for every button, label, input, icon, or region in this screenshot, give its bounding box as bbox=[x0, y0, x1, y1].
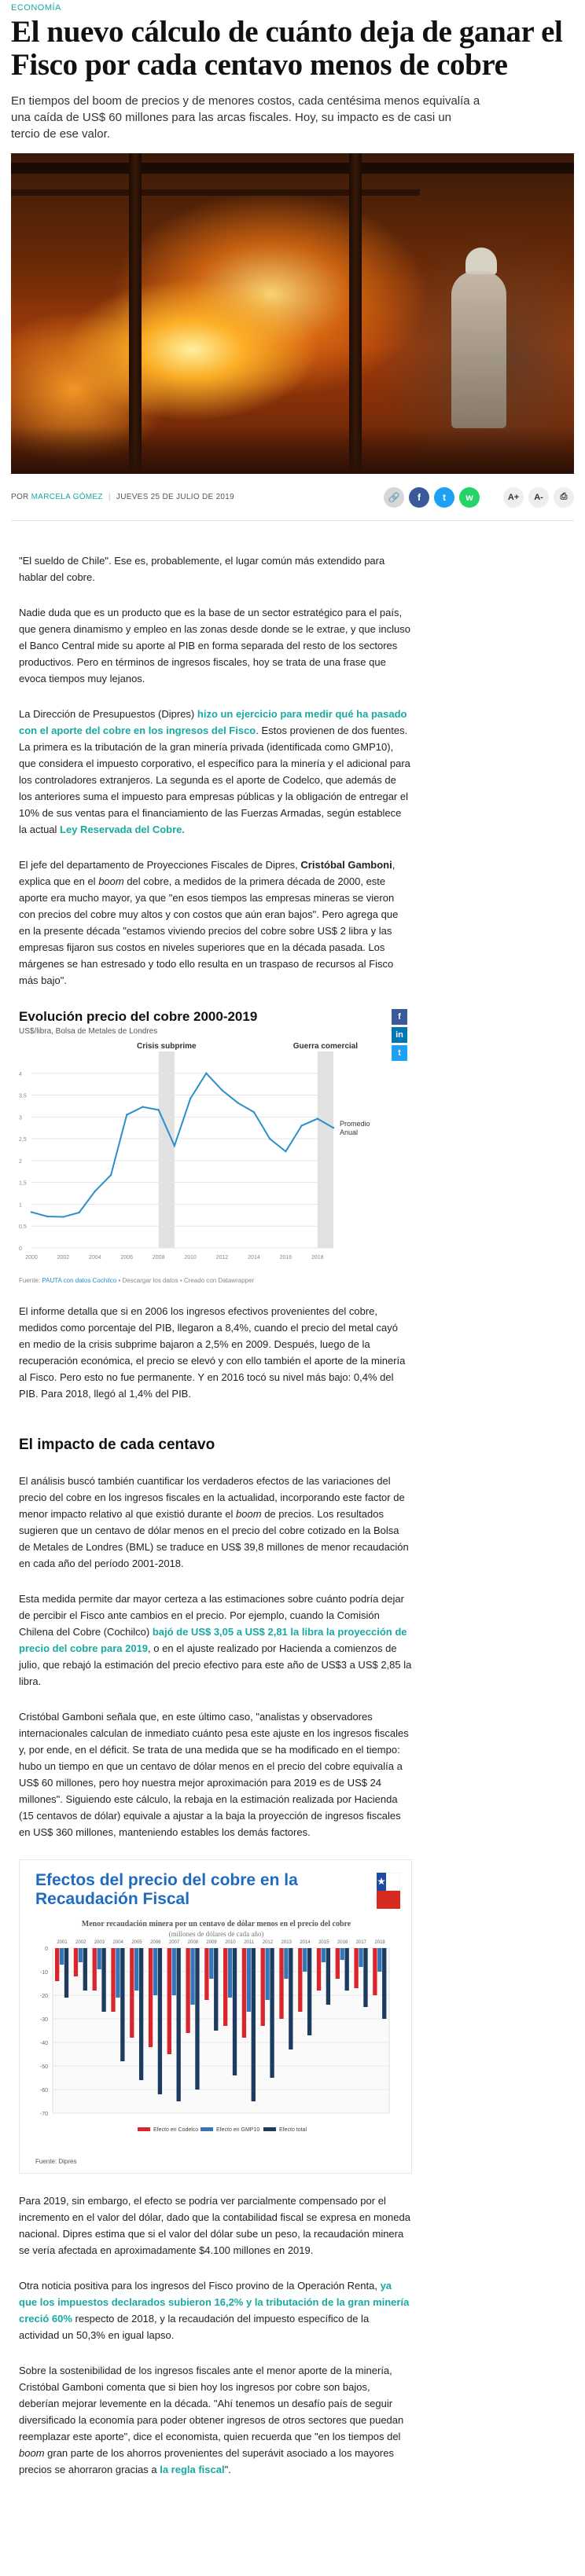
fiscal-effect-chart bbox=[19, 1859, 412, 2174]
twitter-share-icon[interactable]: t bbox=[434, 487, 454, 508]
chart-title: Evolución precio del cobre 2000-2019 bbox=[19, 1009, 258, 1024]
chart-bar bbox=[153, 1948, 157, 1995]
chart-bar bbox=[101, 1948, 105, 2012]
chart-bar bbox=[120, 1948, 124, 2061]
chart-x-tick-label: 2002 bbox=[75, 1940, 86, 1945]
chart-y-tick-label: 0 bbox=[19, 1246, 22, 1252]
chart-x-tick-label: 2004 bbox=[89, 1255, 101, 1260]
chart-y-tick-label: -20 bbox=[39, 1994, 48, 1999]
chart-y-tick-label: -50 bbox=[39, 2064, 48, 2070]
chart-bar bbox=[177, 1948, 181, 2101]
print-icon[interactable]: ⎙ bbox=[554, 487, 574, 508]
chart-highlight-band bbox=[159, 1051, 175, 1248]
chart-x-tick-label: 2012 bbox=[262, 1940, 274, 1945]
chart-data-point bbox=[269, 1138, 270, 1139]
chart-data-point bbox=[46, 1216, 48, 1217]
facebook-share-icon[interactable]: f bbox=[409, 487, 429, 508]
chart-bar bbox=[228, 1948, 232, 1998]
chart-bar bbox=[363, 1948, 367, 2007]
person-name: Cristóbal Gamboni bbox=[300, 859, 392, 871]
chart-data-point bbox=[253, 1111, 255, 1113]
hero-image bbox=[11, 153, 574, 474]
chart-bar bbox=[298, 1948, 302, 2012]
chart-series-label: Promedio bbox=[340, 1120, 370, 1128]
chart-title: Efectos del precio del cobre en la Recaudación Fiscal bbox=[35, 1871, 298, 1908]
paragraph: Para 2019, sin embargo, el efecto se podría ver parcialmente compensado por el incremento en el valor del dólar, dado que la contabilidad fiscal se expresa en moneda nacional. Dipres estima que si el valor del dólar sube un peso, la recaudación minera se vería afectada en aproximadamente $4.100 millones en 2019. bbox=[19, 2195, 410, 2256]
text-run: , o en el ajuste realizado por Hacienda a comienzos de julio, que rebajó la estimación del precio efectivo para este año de US$3 a US$ 2,85 la libra. bbox=[19, 1642, 412, 1687]
byline-separator: | bbox=[108, 493, 111, 501]
chart-bar bbox=[289, 1948, 292, 2049]
chart-legend-label: Efecto en GMP10 bbox=[216, 2127, 260, 2133]
text-run: respecto de 2018, y la recaudación del impuesto específico de la actividad un 50,3% en igual lapso. bbox=[19, 2313, 370, 2341]
paragraph: Nadie duda que es un producto que es la base de un sector estratégico para el país, que genera dinamismo y empleo en las zonas desde donde se le extrae, y que incluso el Banco Central mide su aporte al PIB en forma separada del resto de los sectores productivos. Pero en términos de ingresos fiscales, hoy se trata de una frase que evoca tiempos muy lejanos. bbox=[19, 607, 410, 684]
article-title: El nuevo cálculo de cuánto deja de ganar el Fisco por cada centavo menos de cobre bbox=[11, 15, 563, 82]
chart-x-tick-label: 2010 bbox=[225, 1940, 236, 1945]
linkedin-share-icon[interactable]: in bbox=[392, 1027, 407, 1043]
hero-beam bbox=[11, 163, 574, 174]
chart-data-point bbox=[221, 1089, 223, 1091]
chart-bar bbox=[336, 1948, 340, 1979]
chart-bar bbox=[307, 1948, 311, 2035]
text-run: El análisis buscó también cuantificar los verdaderos efectos de las variaciones del precio del cobre en los ingresos fiscales en la actualidad, incorporando este factor de menor impacto relativo al que existió durante el bbox=[19, 1475, 405, 1520]
text-run: La Dirección de Presupuestos (Dipres) bbox=[19, 708, 197, 720]
chart-legend-swatch bbox=[263, 2127, 276, 2131]
chart-x-tick-label: 2006 bbox=[150, 1940, 161, 1945]
chart-bar bbox=[326, 1948, 330, 2005]
chart-bar bbox=[270, 1948, 274, 2078]
chart-bar bbox=[209, 1948, 213, 1979]
chart-data-point bbox=[78, 1212, 79, 1213]
chart-bar bbox=[190, 1948, 194, 2005]
hero-worker bbox=[451, 271, 506, 428]
hero-floor bbox=[11, 427, 574, 474]
chart-bar bbox=[64, 1948, 68, 1998]
emphasis: boom bbox=[98, 875, 124, 887]
chart-y-tick-label: 0 bbox=[45, 1947, 48, 1952]
ley-reservada-link[interactable]: Ley Reservada del Cobre. bbox=[60, 824, 186, 835]
chart-y-tick-label: -10 bbox=[39, 1970, 48, 1976]
paragraph bbox=[19, 1591, 412, 1690]
chart-y-tick-label: 3,5 bbox=[19, 1093, 27, 1099]
chart-bar bbox=[377, 1948, 381, 1972]
paragraph: "El sueldo de Chile". Ese es, probablemente, el lugar común más extendido para hablar del cobre. bbox=[19, 555, 385, 583]
paragraph bbox=[19, 706, 412, 838]
chart-data-point bbox=[157, 1109, 159, 1110]
text-run: ". bbox=[224, 2464, 231, 2475]
facebook-share-icon[interactable]: f bbox=[392, 1009, 407, 1025]
chart-source bbox=[19, 1277, 396, 1284]
chart-y-tick-label: 2,5 bbox=[19, 1137, 27, 1143]
chart-data-point bbox=[174, 1145, 175, 1147]
chart-y-tick-label: -40 bbox=[39, 2041, 48, 2046]
copper-price-chart bbox=[19, 1009, 403, 1284]
chart-x-tick-label: 2003 bbox=[94, 1940, 105, 1945]
hero-worker-helmet bbox=[465, 248, 497, 274]
text-run: Esta medida permite dar mayor certeza a las estimaciones sobre cuánto podría dejar de percibir el Fisco ante cambios en el precio. Por ejemplo, cuando la Comisión Chilena del Cobre (Cochilco) bbox=[19, 1593, 404, 1638]
font-decrease-button[interactable]: A- bbox=[528, 487, 549, 508]
twitter-share-icon[interactable]: t bbox=[392, 1045, 407, 1061]
chart-bar bbox=[134, 1948, 138, 1991]
chart-x-tick-label: 2018 bbox=[374, 1940, 385, 1945]
text-run: del cobre, a medidos de la primera década de 2000, este aporte era mucho mayor, ya que "en esos tiempos las empresas mineras se vieron con precios del cobre muy altos y con costos que aún eran bajos". Pero agrega que en la presente década "estamos viviendo precios del cobre sobre US$ 2 libra y las empresas fijaron sus costos en niveles superiores que en la década pasada. Los márgenes se han estresado y todo ello resulta en un traspaso de recursos al Fisco más bajo". bbox=[19, 875, 399, 986]
chart-data-point bbox=[237, 1102, 239, 1103]
chart-x-tick-label: 2006 bbox=[120, 1255, 134, 1260]
chart-y-tick-label: -30 bbox=[39, 2017, 48, 2023]
chart-bar bbox=[373, 1948, 377, 1995]
chart-y-tick-label: 0,5 bbox=[19, 1224, 27, 1231]
chart-bar bbox=[139, 1948, 143, 2080]
chart-data-point bbox=[110, 1174, 112, 1176]
chart-unit-note: (millones de dólares de cada año) bbox=[168, 1930, 264, 1938]
dipres-report-link[interactable]: hizo un ejercicio para medir qué ha pasado con el aporte del cobre en los ingresos del Fisco bbox=[19, 708, 407, 736]
article-meta-bar bbox=[11, 474, 574, 521]
chart-bar bbox=[172, 1948, 176, 1995]
chart-bar bbox=[223, 1948, 227, 2026]
chart-x-tick-label: 2007 bbox=[168, 1940, 180, 1945]
chart-x-tick-label: 2012 bbox=[215, 1255, 229, 1260]
chart-y-tick-label: 3 bbox=[19, 1115, 22, 1121]
byline-prefix: POR bbox=[11, 493, 29, 501]
chart-legend-swatch bbox=[138, 2127, 150, 2131]
hero-post bbox=[349, 153, 362, 474]
chart-x-tick-label: 2008 bbox=[152, 1255, 165, 1260]
chart-highlight-label: Crisis subprime bbox=[136, 1042, 197, 1051]
chart-bar bbox=[214, 1948, 218, 2031]
chart-bar bbox=[55, 1948, 59, 1981]
chart-data-point bbox=[300, 1125, 302, 1126]
chart-y-tick-label: -70 bbox=[39, 2112, 48, 2117]
chart-bar bbox=[345, 1948, 349, 1991]
chart-bar bbox=[158, 1948, 162, 2094]
chart-data-point bbox=[94, 1191, 96, 1192]
section-tag[interactable]: ECONOMÍA bbox=[11, 3, 61, 13]
article-body bbox=[11, 552, 412, 2478]
text-run: , explica que en el bbox=[19, 859, 396, 887]
chart-bar bbox=[359, 1948, 362, 1967]
chart-y-tick-label: 4 bbox=[19, 1071, 22, 1077]
chart-bar bbox=[279, 1948, 283, 2019]
emphasis: boom bbox=[19, 2447, 45, 2459]
emphasis: boom bbox=[236, 1508, 262, 1520]
chart-data-point bbox=[62, 1216, 64, 1217]
chart-data-point bbox=[142, 1106, 143, 1107]
chart-x-tick-label: 2014 bbox=[248, 1255, 260, 1260]
chart-bar bbox=[167, 1948, 171, 2054]
article-lead: En tiempos del boom de precios y de menores costos, cada centésima menos equivalía a una caída de US$ 60 millones para las arcas fiscales. Hoy, su impacto es de casi un tercio de ese valor. bbox=[11, 94, 480, 141]
chart-x-tick-label: 2014 bbox=[300, 1940, 311, 1945]
regla-fiscal-link[interactable]: la regla fiscal bbox=[160, 2464, 225, 2475]
chart-x-tick-label: 2013 bbox=[281, 1940, 292, 1945]
chart-bar bbox=[111, 1948, 115, 2012]
paragraph bbox=[19, 2277, 412, 2343]
chart-bar bbox=[130, 1948, 134, 2038]
copy-link-icon[interactable]: 🔗 bbox=[384, 487, 404, 508]
chart-data-point bbox=[126, 1114, 127, 1115]
author-link[interactable]: MARCELA GÓMEZ bbox=[31, 493, 103, 501]
chart-source-link[interactable]: PAUTA con datos Cochilco bbox=[42, 1277, 117, 1284]
chart-bar bbox=[186, 1948, 189, 2033]
chart-x-tick-label: 2016 bbox=[279, 1255, 292, 1260]
chart-plot bbox=[20, 1860, 413, 2174]
chart-bar bbox=[340, 1948, 344, 1960]
chart-data-point bbox=[333, 1127, 334, 1128]
text-run: Otra noticia positiva para los ingresos del Fisco provino de la Operación Renta, bbox=[19, 2280, 381, 2292]
chart-source-prefix: Fuente: bbox=[19, 1277, 42, 1284]
chart-bar bbox=[247, 1948, 251, 2012]
chart-source: Fuente: Dipres bbox=[35, 2158, 77, 2165]
chart-x-tick-label: 2009 bbox=[206, 1940, 217, 1945]
font-increase-button[interactable]: A+ bbox=[503, 487, 524, 508]
chart-legend-label: Efecto total bbox=[279, 2127, 307, 2133]
chart-bar bbox=[252, 1948, 256, 2101]
chart-data-point bbox=[285, 1150, 286, 1152]
chart-bar bbox=[233, 1948, 237, 2075]
chart-data-point bbox=[205, 1073, 207, 1074]
chart-y-tick-label: 2 bbox=[19, 1158, 22, 1165]
chart-legend-label: Efecto en Codelco bbox=[153, 2127, 199, 2133]
chart-y-tick-label: 1 bbox=[19, 1202, 22, 1209]
chart-plot bbox=[19, 1036, 388, 1271]
chart-bar bbox=[265, 1948, 269, 2000]
paragraph: Cristóbal Gamboni señala que, en este último caso, "analistas y observadores internacionales calculan de inmediato cuánto pesa este ajuste en los ingresos fiscales y, por ende, en el déficit. Se trata de una medida que se ha modificado en el tiempo: hubo un tiempo en que un centavo de dólar menos en el precio del cobre equivalía a US$ 60 millones, pero hoy nuestra mejor aproximación para 2019 es de US$ 24 millones". Siguiendo este cálculo, la rebaja en la estimación realizada por Hacienda (15 centavos de dólar) equivale a ajustar a la baja la proyección de ingresos fiscales en US$ 360 millones, manteniendo estables los demás factores. bbox=[19, 1711, 409, 1838]
chart-data-point bbox=[31, 1211, 32, 1213]
text-run: de precios. Los resultados sugieren que un centavo de dólar menos en el precio del cobre cotizado en la Bolsa de Metales de Londres (BML) se traduce en US$ 39,8 millones de menor recaudación en cada año del período 2001-2018. bbox=[19, 1508, 409, 1569]
chart-bar bbox=[97, 1948, 101, 1969]
chart-bar bbox=[195, 1948, 199, 2090]
paragraph bbox=[19, 2362, 412, 2478]
chart-x-tick-label: 2002 bbox=[57, 1255, 70, 1260]
chart-x-tick-label: 2015 bbox=[318, 1940, 329, 1945]
chart-bar bbox=[83, 1948, 87, 1991]
byline bbox=[11, 493, 234, 501]
chart-bar bbox=[60, 1948, 64, 1965]
chart-data-point bbox=[317, 1117, 318, 1119]
chart-x-tick-label: 2011 bbox=[244, 1940, 255, 1945]
chart-bar bbox=[79, 1948, 83, 1962]
chart-bar bbox=[242, 1948, 246, 2038]
chart-highlight-band bbox=[318, 1051, 333, 1248]
chart-bar bbox=[303, 1948, 307, 1972]
chart-y-tick-label: -60 bbox=[39, 2088, 48, 2093]
chart-bar bbox=[74, 1948, 78, 1976]
text-run: gran parte de los ahorros provenientes del superávit asociado a los mayores precios se ahorraron gracias a bbox=[19, 2447, 394, 2475]
chart-x-tick-label: 2010 bbox=[184, 1255, 197, 1260]
paragraph bbox=[19, 1473, 412, 1572]
chart-data-point bbox=[189, 1098, 191, 1099]
chart-bar bbox=[322, 1948, 326, 1962]
chart-highlight-label: Guerra comercial bbox=[292, 1042, 359, 1051]
cochilco-projection-link[interactable]: bajó de US$ 3,05 a US$ 2,81 la libra la proyección de precio del cobre para 2019 bbox=[19, 1626, 407, 1654]
chart-bar bbox=[149, 1948, 153, 2047]
hero-post bbox=[129, 153, 142, 474]
chart-bar bbox=[261, 1948, 265, 2026]
chart-subtitle: Menor recaudación minera por un centavo de dólar menos en el precio del cobre bbox=[81, 1920, 351, 1928]
paragraph bbox=[19, 857, 412, 989]
text-run: Sobre la sostenibilidad de los ingresos fiscales ante el menor aporte de la minería, Cristóbal Gamboni comenta que si bien hoy los ingresos por cobre son bajos, deberían mejorar levemente en la década. "Ahí tenemos un desafío país de seguir diversificado la economía para poder obtener ingresos de otros sectores que puedan reemplazar este aporte", dice el economista, quien recuerda que "en los tiempos del bbox=[19, 2365, 404, 2442]
chart-x-tick-label: 2005 bbox=[131, 1940, 142, 1945]
chart-x-tick-label: 2001 bbox=[57, 1940, 68, 1945]
chart-bar bbox=[317, 1948, 321, 1991]
section-heading: El impacto de cada centavo bbox=[19, 1437, 215, 1453]
whatsapp-share-icon[interactable]: w bbox=[459, 487, 480, 508]
chart-x-tick-label: 2018 bbox=[311, 1255, 324, 1260]
chart-bar bbox=[93, 1948, 97, 1991]
chart-bar bbox=[204, 1948, 208, 2000]
chart-series-label: Anual bbox=[340, 1128, 359, 1137]
article-tools bbox=[384, 487, 574, 508]
publish-date: JUEVES 25 DE JULIO DE 2019 bbox=[116, 493, 234, 501]
chart-source-suffix: • Descargar los datos • Creado con Datawrapper bbox=[116, 1277, 255, 1284]
text-run: . Estos provienen de dos fuentes. La primera es la tributación de la gran minería privada (identificada como GMP10), que considera el impuesto corporativo, el específico para la minería y el adicional para los controladores extranjeros. La segunda es el aporte de Codelco, que además de los anteriores suma el impuesto para empresas públicas y la obligación de entregar el 10% de sus ventas para el financiamiento de las Fuerzas Armadas, según establece la actual bbox=[19, 725, 410, 835]
chart-legend-swatch bbox=[201, 2127, 213, 2131]
chart-x-tick-label: 2017 bbox=[355, 1940, 367, 1945]
chart-bar bbox=[382, 1948, 386, 2019]
chart-x-tick-label: 2008 bbox=[187, 1940, 199, 1945]
chart-y-tick-label: 1,5 bbox=[19, 1180, 27, 1187]
chart-bar bbox=[116, 1948, 120, 1998]
operacion-renta-link[interactable]: ya que los impuestos declarados subieron 16,2% y la tributación de la gran minería creció 60% bbox=[19, 2280, 410, 2325]
chart-x-tick-label: 2004 bbox=[112, 1940, 123, 1945]
chart-subtitle: US$/libra, Bolsa de Metales de Londres bbox=[19, 1027, 158, 1036]
chart-x-tick-label: 2016 bbox=[337, 1940, 348, 1945]
chart-bar bbox=[354, 1948, 358, 1988]
chart-bar bbox=[284, 1948, 288, 1979]
chart-share-bar bbox=[392, 1009, 407, 1061]
chart-x-tick-label: 2000 bbox=[25, 1255, 38, 1260]
text-run: El jefe del departamento de Proyecciones Fiscales de Dipres, bbox=[19, 859, 301, 871]
paragraph: El informe detalla que si en 2006 los ingresos efectivos provenientes del cobre, medidos como porcentaje del PIB, llegaron a 8,4%, cuando el precio del metal cayó en medio de la crisis subprime bajaron a 2,5% en 2009. Después, luego de la recuperación económica, el precio se elevó y con ello también el aporte de la minería al Fisco. Pero esto no fue permanente. Y en 2016 tocó su nivel más bajo: 0,4% del PIB. Para 2018, llegó al 1,4% del PIB. bbox=[19, 1305, 406, 1400]
